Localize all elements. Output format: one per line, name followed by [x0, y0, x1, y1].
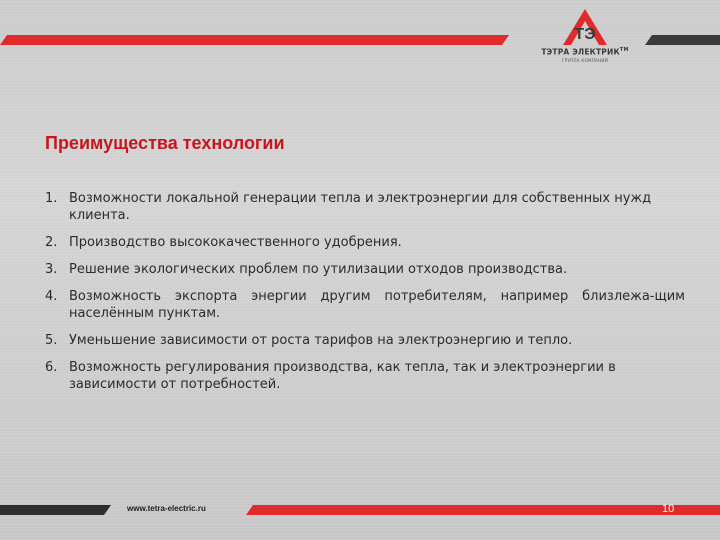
list-item-text: Решение экологических проблем по утилизации отходов производства.	[69, 262, 568, 277]
list-item-number: 2.	[45, 235, 58, 250]
bottom-red-stripe	[246, 505, 720, 515]
company-logo	[530, 8, 640, 68]
advantages-list	[45, 190, 685, 403]
list-item-number: 5.	[45, 333, 58, 348]
list-item-text: Производство высококачественного удобрения.	[69, 235, 402, 250]
logo-company-name: ТЭТРА ЭЛЕКТРИК™	[541, 47, 629, 57]
list-item-number: 3.	[45, 262, 58, 277]
list-item	[45, 234, 685, 251]
list-item-text: Возможность регулирования производства, как тепла, так и электроэнергии в зависимости от потребностей.	[69, 360, 616, 392]
bottom-dark-stripe	[0, 505, 111, 515]
slide-title: Преимущества технологии	[45, 133, 285, 153]
list-item	[45, 359, 685, 393]
list-item	[45, 288, 685, 322]
top-dark-stripe	[645, 35, 720, 45]
list-item-text: Уменьшение зависимости от роста тарифов на электроэнергию и тепло.	[69, 333, 573, 348]
list-item	[45, 332, 685, 349]
list-item	[45, 190, 685, 224]
top-red-stripe	[0, 35, 509, 45]
list-item-text: Возможности локальной генерации тепла и электроэнергии для собственных нужд клиента.	[69, 191, 652, 223]
list-item-number: 1.	[45, 191, 58, 206]
list-item-number: 4.	[45, 289, 58, 304]
svg-text:ТЭ: ТЭ	[574, 26, 596, 43]
logo-tagline: ГРУППА КОМПАНИЙ	[562, 57, 608, 63]
website-link[interactable]: www.tetra-electric.ru	[127, 504, 206, 513]
list-item-number: 6.	[45, 360, 58, 375]
list-item	[45, 261, 685, 278]
list-item-text: Возможность экспорта энергии другим потребителям, например близлежа-щим населённым пунктам.	[69, 289, 685, 321]
page-number: 10	[662, 503, 675, 515]
tetra-electric-logo-icon	[561, 8, 609, 46]
